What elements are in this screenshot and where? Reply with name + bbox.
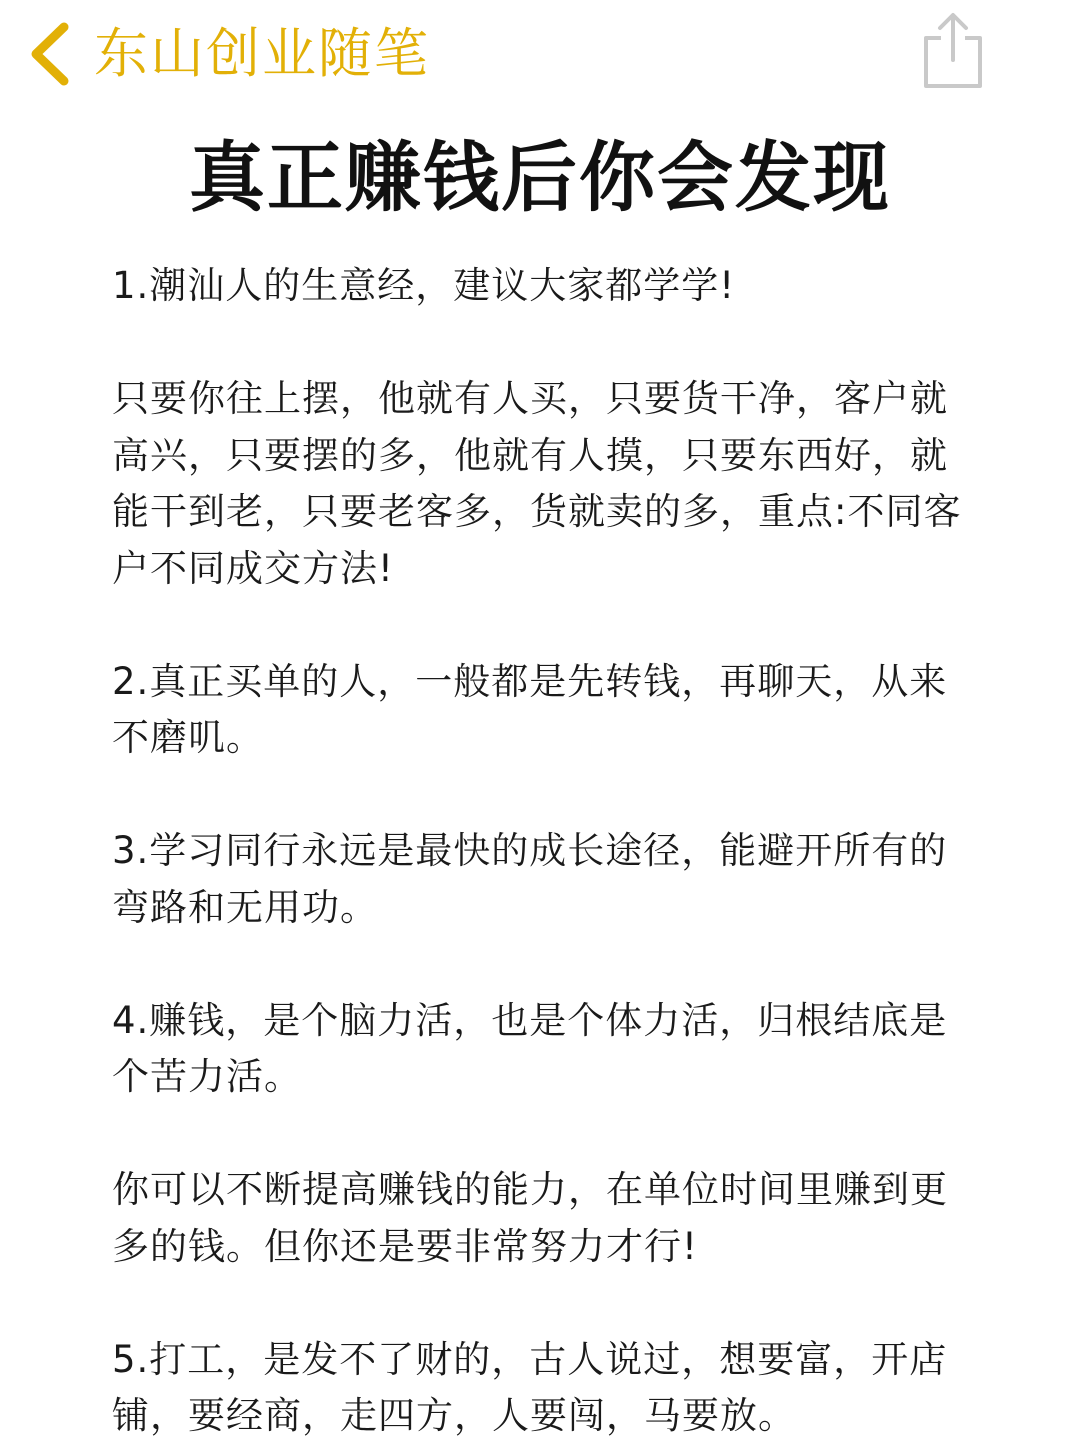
back-button-label: 东山创业随笔 — [94, 22, 430, 85]
back-button[interactable] — [26, 14, 430, 94]
note-body — [112, 258, 968, 1443]
paragraph-1: 1.潮汕人的生意经，建议大家都学学! — [112, 264, 736, 307]
paragraph-7: 5.打工，是发不了财的，古人说过，想要富，开店铺，要经商，走四方，人要闯，马要放。 — [112, 1337, 948, 1437]
paragraph-2: 只要你往上摆，他就有人买，只要货干净，客户就高兴，只要摆的多，他就有人摸，只要东西好，就能干到老，只要老客多，货就卖的多，重点:不同客户不同成交方法! — [112, 377, 962, 590]
share-button[interactable] — [918, 8, 988, 92]
paragraph-4: 3.学习同行永远是最快的成长途径，能避开所有的弯路和无用功。 — [112, 829, 948, 929]
share-icon — [918, 8, 988, 92]
paragraph-5: 4.赚钱，是个脑力活，也是个体力活，归根结底是个苦力活。 — [112, 998, 948, 1098]
navigation-bar — [0, 0, 1080, 110]
chevron-left-icon — [26, 19, 72, 89]
paragraph-6: 你可以不断提高赚钱的能力，在单位时间里赚到更多的钱。但你还是要非常努力才行! — [112, 1168, 948, 1268]
paragraph-3: 2.真正买单的人，一般都是先转钱，再聊天，从来不磨叽。 — [112, 659, 948, 759]
note-title: 真正赚钱后你会发现 — [189, 133, 891, 222]
